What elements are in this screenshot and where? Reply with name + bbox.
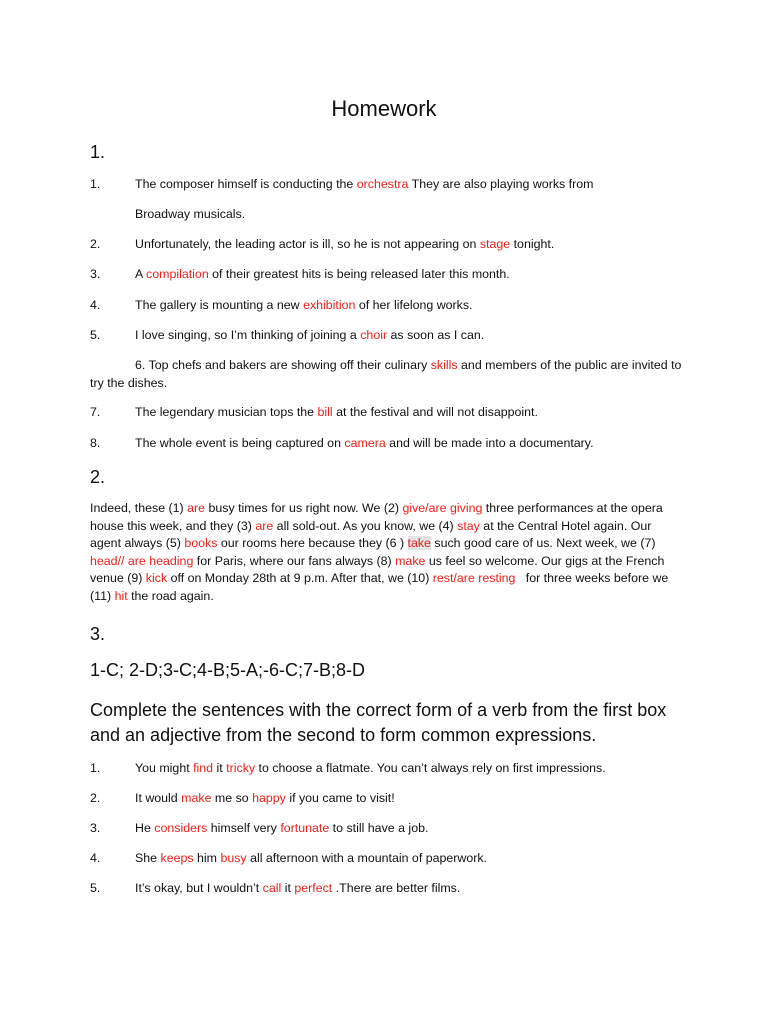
text-span: Indeed, these (1)	[90, 501, 188, 515]
answer-verb: keeps	[160, 851, 194, 865]
text-span: to choose a flatmate. You can’t always rely on first impressions.	[255, 761, 606, 775]
exercise-instruction: Complete the sentences with the correct form of a verb from the first box and an adjective from the second to form common expressions.	[90, 700, 667, 745]
text-span: 4.	[90, 298, 101, 312]
text-span: The whole event is being captured on	[135, 436, 345, 450]
answer-key: 1-C; 2-D;3-C;4-B;5-A;-6-C;7-B;8-D	[90, 660, 366, 680]
section-2-paragraph	[90, 500, 680, 605]
answer-word: exhibition	[303, 298, 356, 312]
answer-word: are	[187, 501, 206, 515]
section-3-heading: 3.	[90, 624, 106, 644]
text-span	[135, 849, 487, 867]
answer-word: choir	[360, 328, 388, 342]
page-title: Homework	[331, 96, 437, 121]
text-span: They are also playing works from	[408, 177, 594, 191]
text-span: tonight.	[510, 237, 555, 251]
text-span: me so	[211, 791, 253, 805]
text-span: it	[213, 761, 227, 775]
answer-word: stage	[479, 237, 511, 251]
answer-word: stay	[457, 518, 480, 533]
text-span: The gallery is mounting a new	[135, 298, 304, 312]
text-span: for three weeks before we (11)	[90, 571, 672, 603]
item-number: 1.	[90, 177, 101, 191]
answer-word: are	[255, 518, 274, 533]
text-span: him	[193, 851, 221, 865]
text-span: .There are better films.	[332, 881, 461, 895]
text-span: busy times for us right now. We (2)	[205, 501, 403, 515]
text-span	[135, 403, 538, 421]
answer-word: camera	[344, 436, 386, 450]
text-span: it	[281, 881, 295, 895]
text-span: for Paris, where our fans always (8)	[193, 553, 396, 568]
section-1-heading: 1.	[90, 142, 106, 162]
text-span: us feel so welcome. Our gigs at the French venue (9)	[90, 553, 665, 585]
text-span: 7.	[90, 405, 101, 419]
text-span: and will be made into a documentary.	[385, 436, 594, 450]
text-span: himself very	[207, 821, 281, 835]
text-span	[135, 434, 594, 452]
text-span: of her lifelong works.	[355, 298, 473, 312]
answer-adjective: tricky	[226, 761, 256, 775]
text-span: 2.	[90, 791, 101, 805]
answer-word: head// are heading	[90, 553, 194, 568]
text-span: to still have a job.	[329, 821, 429, 835]
answer-adjective: fortunate	[280, 821, 330, 835]
answer-word: kick	[145, 571, 168, 585]
answer-adjective: happy	[252, 791, 286, 805]
answer-word: make	[395, 553, 426, 568]
section-2-heading: 2.	[90, 467, 106, 487]
answer-word: give/are giving	[402, 501, 483, 515]
text-span: 4.	[90, 851, 101, 865]
text-span	[135, 265, 510, 283]
s1-item-6	[90, 356, 690, 392]
text-span	[135, 879, 460, 897]
text-span: 2.	[90, 237, 101, 251]
item-text	[135, 175, 593, 193]
text-span: The composer himself is conducting the	[135, 177, 357, 191]
text-span	[135, 819, 428, 837]
answer-adjective: busy	[220, 851, 247, 865]
text-span: three performances at the opera house this week, and they (3)	[90, 501, 663, 533]
answer-verb: find	[193, 761, 214, 775]
text-span: our rooms here because they (6 )	[217, 536, 408, 550]
text-span: 3.	[90, 821, 101, 835]
text-span: 1.	[90, 761, 101, 775]
text-span: all afternoon with a mountain of paperwork.	[246, 851, 488, 865]
text-span: It would	[135, 791, 182, 805]
text-span: at the festival and will not disappoint.	[332, 405, 538, 419]
text-span: She	[135, 851, 161, 865]
answer-word: compilation	[146, 267, 209, 281]
answer-verb: considers	[154, 821, 208, 835]
text-span: all sold-out. As you know, we (4)	[273, 518, 458, 533]
text-span: 5.	[90, 328, 101, 342]
text-span: Unfortunately, the leading actor is ill, so he is not appearing on	[135, 237, 480, 251]
text-span	[135, 296, 473, 314]
text-span: 5.	[90, 881, 101, 895]
text-span: I love singing, so I’m thinking of joining a	[135, 328, 361, 342]
text-span: if you came to visit!	[285, 791, 395, 805]
text-span: He	[135, 821, 155, 835]
answer-verb: make	[181, 791, 212, 805]
text-span: off on Monday 28th at 9 p.m. After that, we (10)	[167, 571, 433, 585]
answer-verb: call	[262, 881, 282, 895]
text-span: the road again.	[127, 588, 214, 603]
text-span: Top chefs and bakers are showing off their culinary	[148, 358, 431, 372]
answer-word: bill	[317, 405, 333, 419]
text-span: 3.	[90, 267, 101, 281]
text-span	[90, 356, 690, 392]
text-span: You might	[135, 761, 194, 775]
answer-word: rest/are resting	[432, 571, 516, 585]
text-span: A	[135, 267, 147, 281]
text-span	[135, 759, 606, 777]
text-span	[135, 326, 484, 344]
text-span	[135, 789, 395, 807]
text-span: 6.	[135, 358, 146, 372]
answer-word: books	[184, 536, 218, 550]
text-span	[135, 235, 554, 253]
text-span: The legendary musician tops the	[135, 405, 318, 419]
answer-word-highlighted: take	[407, 536, 431, 550]
answer-adjective: perfect	[294, 881, 333, 895]
text-span: Broadway musicals.	[135, 207, 246, 221]
answer-word: skills	[430, 358, 458, 372]
text-span: 8.	[90, 436, 101, 450]
answer-word: hit	[114, 588, 128, 603]
text-span: of their greatest hits is being released later this month.	[208, 267, 510, 281]
answer-word: orchestra	[356, 177, 409, 191]
text-span: It’s okay, but I wouldn’t	[135, 881, 263, 895]
text-span: at the Central Hotel again. Our agent always (5)	[90, 518, 652, 550]
text-span: such good care of us. Next week, we (7)	[430, 536, 656, 550]
text-span: as soon as I can.	[387, 328, 485, 342]
text-span: and members of the public are invited to try the dishes.	[90, 358, 682, 390]
